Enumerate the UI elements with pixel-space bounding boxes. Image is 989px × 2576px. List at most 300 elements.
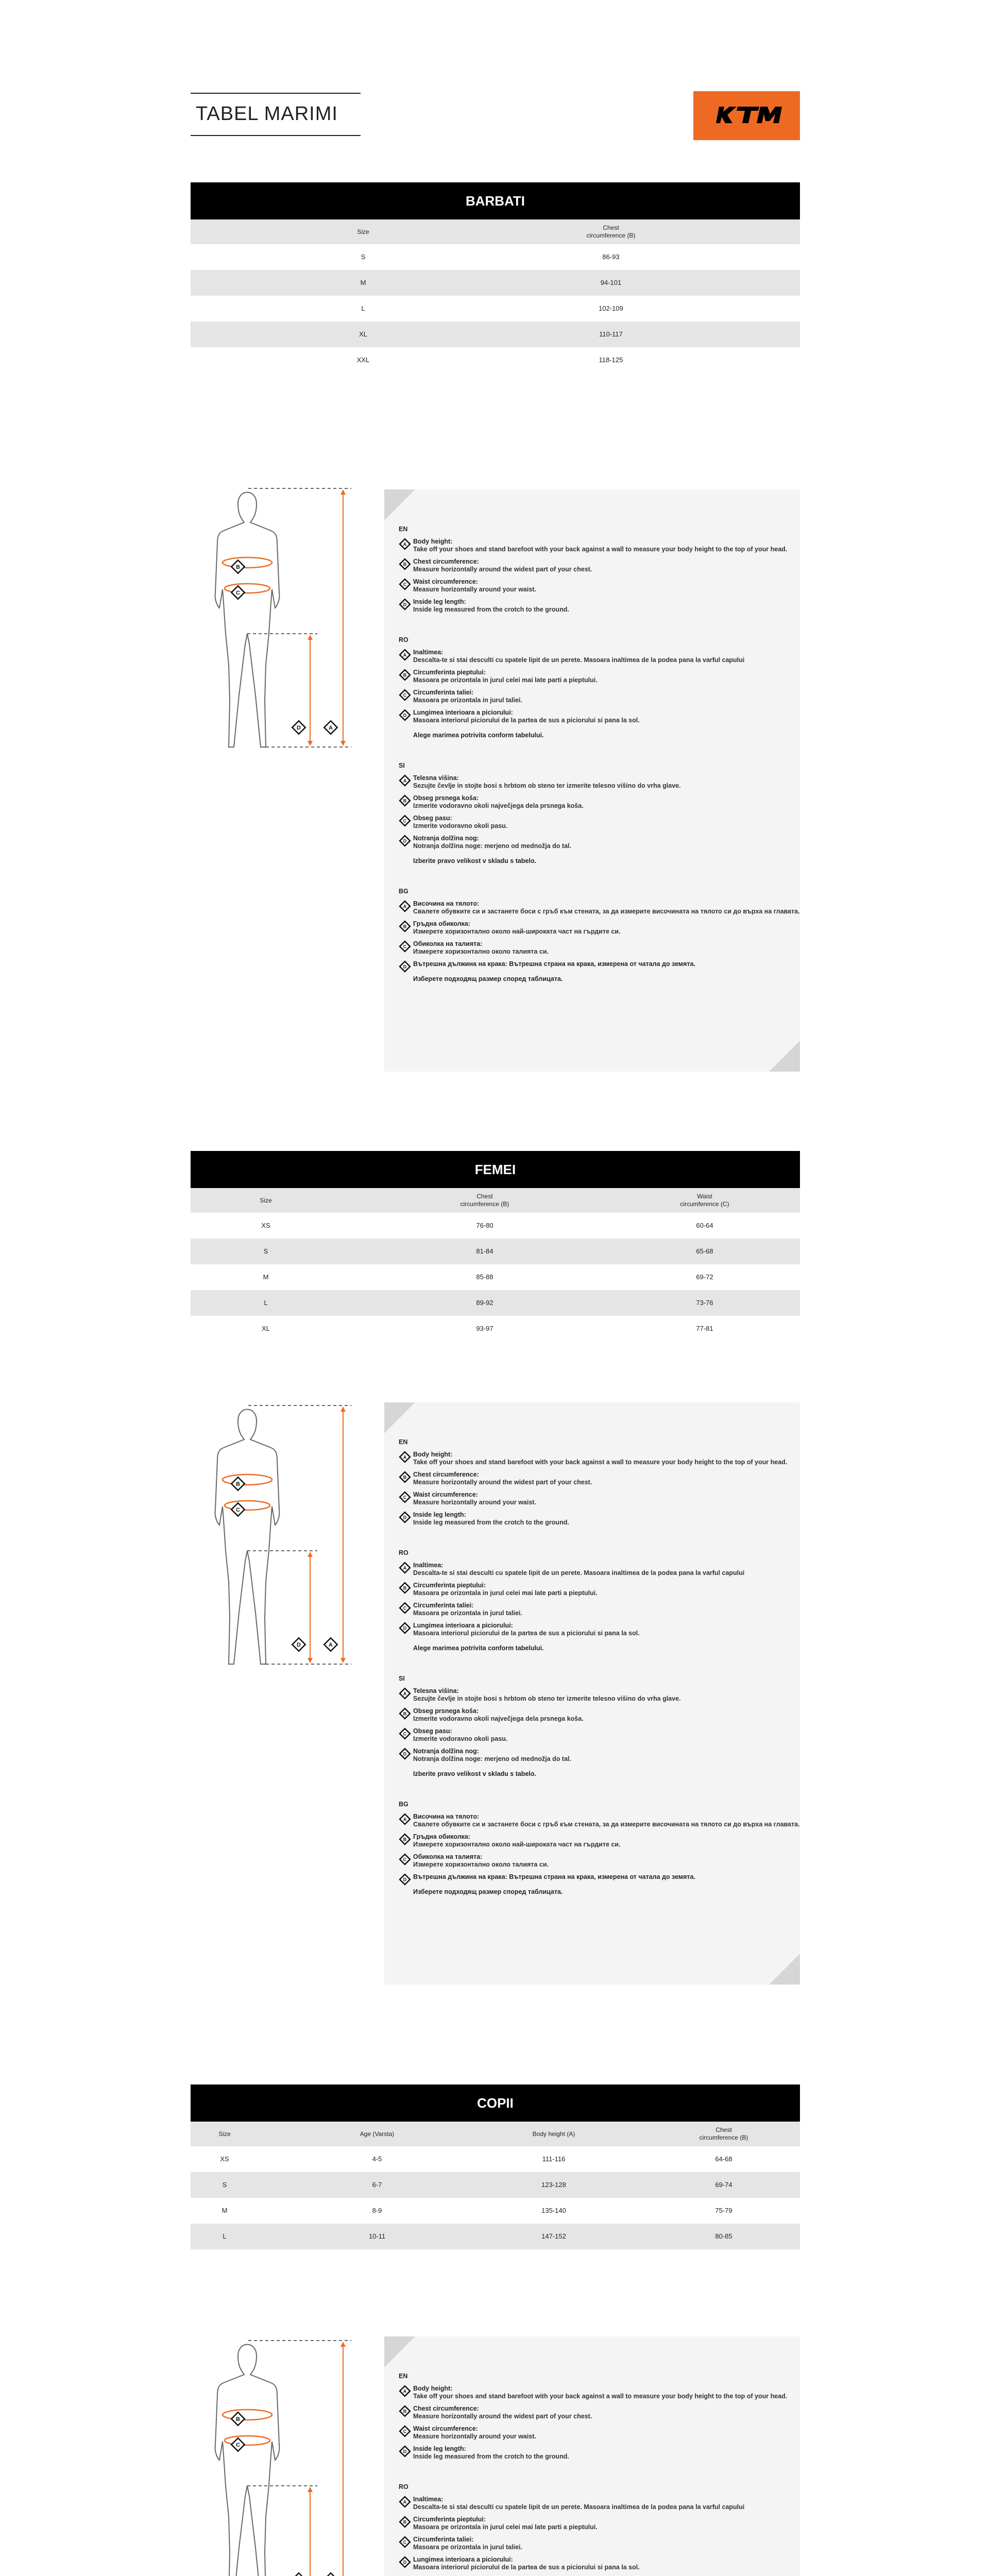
measurement-marker-icon (399, 1582, 411, 1594)
guide-item-title: Waist circumference: (413, 1491, 478, 1498)
guide-item (399, 1687, 806, 1703)
svg-text:B: B (403, 798, 407, 804)
inseam-marker (292, 2573, 305, 2576)
guide-language-code: BG (399, 1801, 408, 1808)
table-cell: XL (262, 1324, 270, 1332)
measurement-marker-icon (399, 774, 411, 787)
table-cell: 89-92 (476, 1298, 493, 1307)
chest-marker (231, 560, 244, 573)
guide-item (399, 1471, 806, 1486)
chest-line (223, 1475, 272, 1485)
guide-language-block (399, 2483, 806, 2576)
svg-text:B: B (403, 562, 407, 567)
guide-item-text: Descalta-te si stai desculti cu spatele lipit de un perete. Masoara inaltimea de la podea pana la varful capului (413, 656, 745, 664)
measurement-marker-icon (399, 1813, 411, 1825)
guide-item-text: Take off your shoes and stand barefoot with your back against a wall to measure your body height to the top of your head. (413, 2393, 788, 2400)
table-cell: L (223, 2232, 227, 2240)
measurement-figure-men (189, 479, 359, 768)
guide-item (399, 815, 806, 830)
body-outline (215, 2345, 280, 2576)
table-row (191, 1239, 800, 1264)
guide-item (399, 1511, 806, 1527)
svg-text:B: B (403, 924, 407, 929)
table-cell: 94-101 (600, 278, 622, 286)
guide-item-text: Sezujte čevlje in stojte bosi s hrbtom ob steno ter izmerite telesno višino do vrha glave. (413, 1695, 681, 1702)
measurement-marker-icon (399, 2425, 411, 2437)
men-table-heading: BARBATI (191, 182, 800, 219)
guide-item-title: Обиколка на талията: (413, 1853, 483, 1860)
waist-line (225, 1501, 270, 1510)
arrow-head (308, 1658, 313, 1663)
measurement-marker-icon (399, 2385, 411, 2397)
guide-item (399, 2405, 806, 2420)
guide-item-title: Notranja dolžina nog: (413, 1748, 479, 1755)
table-row (191, 321, 800, 347)
measurement-marker-icon (399, 920, 411, 933)
guide-language-block (399, 1801, 806, 1896)
table-cell: 6-7 (372, 2180, 382, 2189)
guide-item-text: Masoara interiorul piciorului de la partea de sus a piciorului si pana la sol. (413, 1630, 640, 1637)
svg-text:B: B (403, 1475, 407, 1480)
svg-text:A: A (403, 904, 407, 909)
guide-note: Alege marimea potrivita conform tabelului. (413, 732, 544, 739)
guide-item-title: Telesna višina: (413, 774, 459, 782)
table-cell: L (264, 1298, 268, 1307)
svg-text:C: C (236, 590, 240, 596)
guide-item-text: Inside leg measured from the crotch to the ground. (413, 606, 569, 613)
chest-line (223, 2410, 272, 2420)
svg-text:C: C (403, 1495, 407, 1500)
arrow-head (340, 2342, 346, 2347)
measurement-marker-icon (399, 1707, 411, 1720)
ktm-logo (693, 91, 800, 140)
table-cell: 4-5 (372, 2155, 382, 2163)
guide-item (399, 649, 806, 664)
guide-item-title: Circumferinta taliei: (413, 1602, 474, 1609)
table-row (191, 244, 800, 270)
guide-item (399, 2425, 806, 2441)
guide-item (399, 1813, 806, 1828)
guide-item-title: Inside leg length: (413, 2445, 466, 2452)
svg-text:D: D (403, 1751, 407, 1757)
waist-line (225, 584, 270, 593)
table-cell: L (361, 304, 365, 312)
table-cell: 118-125 (599, 355, 623, 364)
measurement-marker-icon (399, 1748, 411, 1760)
svg-text:D: D (297, 725, 301, 731)
guide-item-title: Waist circumference: (413, 578, 478, 585)
table-cell: 76-80 (476, 1221, 493, 1229)
guide-language-code: SI (399, 762, 405, 769)
table-row (191, 2146, 800, 2172)
guide-text (399, 1438, 806, 1919)
guide-language-block (399, 1549, 806, 1652)
guide-item-title: Inside leg length: (413, 1511, 466, 1518)
measurement-figure-women (189, 1396, 359, 1685)
guide-item (399, 774, 806, 790)
table-row (191, 296, 800, 321)
ktm-logo-icon (693, 91, 800, 140)
table-cell: S (263, 1247, 268, 1255)
table-header-cell: Chest circumference (B) (586, 224, 636, 239)
table-cell: M (263, 1273, 269, 1281)
svg-text:A: A (403, 541, 407, 547)
guide-item (399, 1833, 806, 1849)
guide-item (399, 578, 806, 594)
table-header-cell: Size (357, 228, 369, 235)
table-cell: M (360, 278, 366, 286)
guide-item (399, 538, 806, 553)
guide-item-text: Свалете обувките си и застанете боси с гръб към стената, за да измерите височината на тялото си до върха на главата. (413, 908, 800, 915)
guide-item (399, 1873, 806, 1881)
guide-item (399, 1491, 806, 1506)
guide-item-text: Masoara interiorul piciorului de la partea de sus a piciorului si pana la sol. (413, 2564, 640, 2571)
table-cell: 81-84 (476, 1247, 493, 1255)
svg-text:B: B (236, 564, 240, 570)
measurement-marker-icon (399, 2556, 411, 2568)
guide-text (399, 526, 806, 1006)
guide-item (399, 2445, 806, 2461)
table-cell: 111-116 (542, 2155, 566, 2163)
svg-text:D: D (403, 838, 407, 844)
measurement-marker-icon (399, 1833, 411, 1845)
measurement-marker-icon (399, 709, 411, 721)
table-cell: 80-85 (715, 2232, 732, 2240)
measurement-marker-icon (399, 2516, 411, 2528)
arrow-head (308, 2487, 313, 2492)
svg-text:A: A (403, 1454, 407, 1460)
measurement-marker-icon (399, 1451, 411, 1463)
measurement-marker-icon (399, 794, 411, 807)
guide-item-text: Take off your shoes and stand barefoot with your back against a wall to measure your body height to the top of your head. (413, 546, 788, 553)
table-header-cell: Body height (A) (532, 2130, 575, 2138)
table-cell: 10-11 (368, 2232, 386, 2240)
svg-text:A: A (403, 2388, 407, 2394)
guide-item-text: Masoara pe orizontala in jurul celei mai late parti a pieptului. (413, 2523, 598, 2531)
guide-language-code: SI (399, 1675, 405, 1682)
arrow-head (340, 1406, 346, 1412)
guide-item (399, 1707, 806, 1723)
table-cell: 102-109 (599, 304, 623, 312)
svg-text:B: B (403, 2519, 407, 2525)
table-row (191, 1316, 800, 1342)
svg-text:D: D (403, 713, 407, 718)
svg-text:A: A (403, 2499, 407, 2505)
svg-text:C: C (403, 1731, 407, 1737)
guide-item-text: Measure horizontally around your waist. (413, 1499, 536, 1506)
table-row (191, 2172, 800, 2198)
svg-text:C: C (236, 2442, 240, 2448)
guide-item (399, 960, 806, 968)
svg-text:C: C (403, 1605, 407, 1611)
table-header-cell: Size (260, 1196, 272, 1204)
arrow-head (340, 489, 346, 495)
table-header-row (191, 2122, 800, 2146)
guide-item (399, 689, 806, 704)
inseam-marker (292, 1638, 305, 1651)
svg-text:B: B (236, 1481, 240, 1487)
table-cell: 65-68 (696, 1247, 713, 1255)
table-cell: 135-140 (541, 2206, 566, 2214)
guide-item-text: Descalta-te si stai desculti cu spatele lipit de un perete. Masoara inaltimea de la podea pana la varful capului (413, 1569, 745, 1577)
guide-item-title: Обиколка на талията: (413, 940, 483, 947)
guide-item (399, 2385, 806, 2400)
guide-item (399, 920, 806, 936)
guide-item (399, 2516, 806, 2531)
measurement-marker-icon (399, 558, 411, 570)
svg-text:D: D (403, 2560, 407, 2565)
inseam-marker (292, 721, 305, 734)
arrow-head (340, 1658, 346, 1663)
table-header-cell: Chest circumference (B) (699, 2126, 748, 2141)
svg-text:D: D (297, 1642, 301, 1648)
table-header-row (191, 1188, 800, 1213)
guide-language-code: EN (399, 526, 408, 533)
svg-text:A: A (403, 1565, 407, 1571)
table-row (191, 1264, 800, 1290)
measurement-figure-kids (189, 2331, 359, 2576)
guide-item-title: Chest circumference: (413, 1471, 479, 1478)
guide-item (399, 900, 806, 916)
women-table-heading: FEMEI (191, 1151, 800, 1188)
guide-item-text: Notranja dolžina noge: merjeno od mednožja do tal. (413, 842, 571, 850)
svg-text:B: B (403, 672, 407, 678)
measurement-marker-icon (399, 815, 411, 827)
guide-language-block (399, 636, 806, 739)
guide-item-title: Circumferinta pieptului: (413, 2516, 486, 2523)
waist-line (225, 2436, 270, 2445)
guide-item-text: Notranja dolžina noge: merjeno od mednožja do tal. (413, 1755, 571, 1762)
guide-item-text: Inside leg measured from the crotch to the ground. (413, 1519, 569, 1526)
guide-item-title: Circumferinta taliei: (413, 2536, 474, 2543)
guide-item (399, 1727, 806, 1743)
measurement-marker-icon (399, 1602, 411, 1614)
waist-marker (231, 1503, 244, 1516)
guide-item-title: Височина на тялото: (413, 1813, 480, 1820)
svg-text:C: C (236, 1507, 240, 1513)
guide-item-title: Obseg prsnega koša: (413, 1707, 479, 1715)
table-cell: 75-79 (715, 2206, 732, 2214)
guide-item (399, 1622, 806, 1637)
page-title: TABEL MARIMI (196, 103, 338, 125)
guide-note: Izberite pravo velikost v skladu s tabelo. (413, 857, 536, 865)
svg-text:C: C (403, 582, 407, 587)
guide-note: Изберете подходящ размер според таблицата. (413, 975, 563, 982)
table-row (191, 270, 800, 296)
guide-note: Изберете подходящ размер според таблицата. (413, 1888, 563, 1895)
women-size-table (191, 1188, 800, 1342)
svg-text:C: C (403, 2539, 407, 2545)
guide-language-code: EN (399, 1438, 408, 1446)
guide-item-text: Izmerite vodoravno okoli pasu. (413, 1735, 508, 1742)
guide-language-block (399, 2372, 806, 2461)
table-cell: 147-152 (541, 2232, 566, 2240)
svg-text:D: D (403, 964, 407, 970)
measurement-guide-panel-kids (384, 2336, 800, 2576)
guide-item-text: Masoara pe orizontala in jurul taliei. (413, 697, 522, 704)
svg-text:A: A (403, 652, 407, 658)
guide-language-code: BG (399, 888, 408, 895)
guide-language-block (399, 1438, 806, 1527)
guide-item-text: Masoara pe orizontala in jurul taliei. (413, 1609, 522, 1617)
measurement-marker-icon (399, 649, 411, 661)
guide-item-text: Свалете обувките си и застанете боси с гръб към стената, за да измерите височината на тялото си до върха на главата. (413, 1821, 800, 1828)
table-cell: XS (220, 2155, 229, 2163)
guide-item-title: Lungimea interioara a piciorului: (413, 1622, 513, 1629)
guide-item-text: Masoara pe orizontala in jurul celei mai late parti a pieptului. (413, 676, 598, 684)
guide-item-text: Inside leg measured from the crotch to the ground. (413, 2453, 569, 2460)
measurement-marker-icon (399, 538, 411, 550)
guide-language-code: RO (399, 1549, 408, 1556)
arrow-head (308, 635, 313, 640)
measurement-marker-icon (399, 669, 411, 681)
guide-item (399, 709, 806, 724)
guide-language-block (399, 526, 806, 614)
table-cell: 60-64 (696, 1221, 713, 1229)
guide-item-title: Вътрешна дължина на крака: Вътрешна страна на крака, измерена от чатала до земята. (413, 960, 695, 968)
measurement-marker-icon (399, 2445, 411, 2458)
measurement-marker-icon (399, 2405, 411, 2417)
measurement-marker-icon (399, 1873, 411, 1886)
guide-language-block (399, 1675, 806, 1778)
table-row (191, 347, 800, 373)
svg-text:B: B (403, 1711, 407, 1717)
measurement-marker-icon (399, 1727, 411, 1740)
table-cell: 69-72 (696, 1273, 713, 1281)
guide-item (399, 669, 806, 684)
table-cell: 85-88 (476, 1273, 493, 1281)
guide-item-title: Inaltimea: (413, 649, 444, 656)
svg-text:A: A (403, 778, 407, 784)
table-row (191, 2224, 800, 2249)
svg-text:B: B (403, 1837, 407, 1842)
svg-text:C: C (403, 944, 407, 950)
guide-item (399, 1451, 806, 1466)
chest-line (223, 557, 272, 568)
guide-item-text: Masoara pe orizontala in jurul taliei. (413, 2544, 522, 2551)
chest-marker (231, 2412, 244, 2425)
guide-item (399, 835, 806, 850)
guide-item (399, 598, 806, 614)
guide-item-text: Sezujte čevlje in stojte bosi s hrbtom ob steno ter izmerite telesno višino do vrha glave. (413, 782, 681, 789)
men-size-table (191, 219, 800, 373)
guide-item-title: Circumferinta pieptului: (413, 1582, 486, 1589)
guide-language-code: RO (399, 636, 408, 643)
guide-item (399, 2556, 806, 2571)
guide-item-title: Circumferinta taliei: (413, 689, 474, 696)
guide-item (399, 1562, 806, 1577)
svg-text:C: C (403, 818, 407, 824)
measurement-marker-icon (399, 940, 411, 953)
guide-item-title: Obseg prsnega koša: (413, 794, 479, 802)
guide-item-title: Body height: (413, 1451, 453, 1458)
table-cell: XXL (356, 355, 370, 364)
guide-item-title: Circumferinta pieptului: (413, 669, 486, 676)
height-marker (324, 2573, 337, 2576)
guide-item-text: Measure horizontally around your waist. (413, 586, 536, 593)
svg-text:B: B (236, 2416, 240, 2422)
arrow-head (308, 1552, 313, 1557)
measurement-marker-icon (399, 1853, 411, 1866)
table-cell: XL (359, 330, 367, 338)
table-header-cell: Age (Varsta) (360, 2130, 395, 2138)
waist-marker (231, 2438, 244, 2451)
guide-item-title: Chest circumference: (413, 558, 479, 565)
waist-marker (231, 586, 244, 599)
svg-text:D: D (403, 1625, 407, 1631)
guide-item-text: Masoara pe orizontala in jurul celei mai late parti a pieptului. (413, 1589, 598, 1597)
measurement-marker-icon (399, 1511, 411, 1523)
guide-item-text: Masoara interiorul piciorului de la partea de sus a piciorului si pana la sol. (413, 717, 640, 724)
guide-note: Izberite pravo velikost v skladu s tabelo. (413, 1770, 536, 1777)
table-row (191, 1213, 800, 1239)
guide-item (399, 794, 806, 810)
guide-item-text: Measure horizontally around your waist. (413, 2433, 536, 2440)
table-cell: 93-97 (476, 1324, 493, 1332)
body-outline (215, 493, 280, 748)
guide-item-text: Take off your shoes and stand barefoot with your back against a wall to measure your body height to the top of your head. (413, 1459, 788, 1466)
guide-text (399, 2372, 806, 2576)
page-title-frame (191, 93, 361, 136)
table-header-row (191, 219, 800, 244)
table-cell: 86-93 (602, 252, 620, 261)
guide-item-title: Lungimea interioara a piciorului: (413, 2556, 513, 2563)
guide-item-text: Measure horizontally around the widest part of your chest. (413, 566, 592, 573)
guide-item-title: Вътрешна дължина на крака: Вътрешна страна на крака, измерена от чатала до земята. (413, 1873, 695, 1880)
guide-item-title: Waist circumference: (413, 2425, 478, 2432)
kids-size-table (191, 2122, 800, 2249)
measurement-marker-icon (399, 835, 411, 847)
guide-item-title: Body height: (413, 538, 453, 545)
guide-language-code: RO (399, 2483, 408, 2490)
table-cell: 123-128 (541, 2180, 566, 2189)
guide-language-block (399, 888, 806, 983)
svg-text:A: A (403, 1817, 407, 1822)
svg-text:D: D (403, 1877, 407, 1883)
svg-text:A: A (329, 1642, 333, 1648)
guide-item (399, 1748, 806, 1763)
guide-note: Alege marimea potrivita conform tabelului. (413, 1645, 544, 1652)
measurement-guide-panel-women (384, 1402, 800, 1985)
body-outline (215, 1410, 280, 1665)
guide-item (399, 1853, 806, 1869)
height-marker (324, 721, 337, 734)
svg-text:C: C (403, 1857, 407, 1862)
table-cell: 69-74 (715, 2180, 732, 2189)
measurement-marker-icon (399, 2536, 411, 2548)
guide-item-text: Descalta-te si stai desculti cu spatele lipit de un perete. Masoara inaltimea de la podea pana la varful capului (413, 2503, 745, 2511)
measurement-marker-icon (399, 960, 411, 973)
measurement-marker-icon (399, 1491, 411, 1503)
svg-text:C: C (403, 692, 407, 698)
guide-item-text: Measure horizontally around the widest part of your chest. (413, 1479, 592, 1486)
measurement-marker-icon (399, 598, 411, 611)
guide-item-title: Notranja dolžina nog: (413, 835, 479, 842)
kids-table-heading: COPII (191, 2084, 800, 2122)
arrow-head (308, 741, 313, 746)
table-cell: M (221, 2206, 228, 2214)
guide-item-text: Measure horizontally around the widest part of your chest. (413, 2413, 592, 2420)
guide-item-title: Lungimea interioara a piciorului: (413, 709, 513, 716)
guide-item (399, 940, 806, 956)
guide-language-code: EN (399, 2372, 408, 2380)
table-cell: S (222, 2180, 227, 2189)
guide-item-title: Височина на тялото: (413, 900, 480, 907)
guide-item-text: Измерете хоризонтално около най-широката част на гърдите си. (413, 1841, 621, 1848)
guide-item (399, 2536, 806, 2551)
table-cell: 73-76 (696, 1298, 713, 1307)
guide-item-text: Измерете хоризонтално около талията си. (413, 1861, 549, 1868)
